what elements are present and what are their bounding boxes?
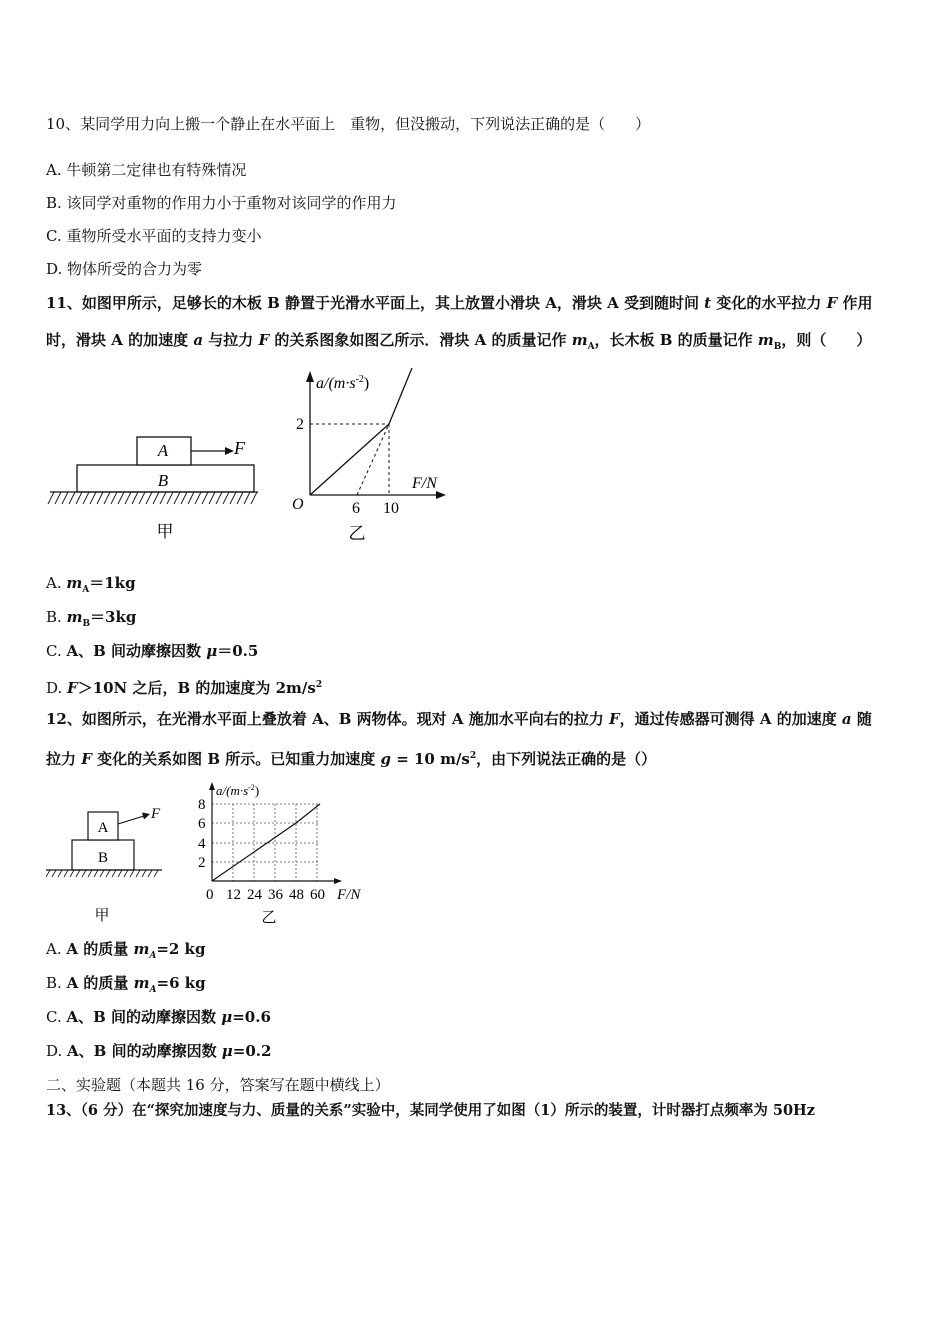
q12-y-axis-label: $a/(m\cdot s^{-2})$ <box>216 783 260 798</box>
q11-x-arrowhead <box>436 491 446 499</box>
q12-ytick-2: 2 <box>198 855 206 871</box>
q12-stem-line1: 12、如图所示，在光滑水平面上叠放着 A、B 两物体。现对 A 施加水平向右的拉力 F，通过传感器可测得 A 的加速度 a 随 <box>46 710 872 728</box>
q12-label-a: A <box>97 820 109 836</box>
q12-option-a: A. A 的质量 $m_A=2$ kg <box>46 940 206 961</box>
q12-option-c: C. A、B 间的动摩擦因数 μ=0.6 <box>46 1008 271 1026</box>
section-heading: 二、实验题（本题共 16 分，答案写在题中横线上） <box>46 1076 390 1094</box>
q11-force-arrowhead <box>225 447 234 455</box>
q10-option-c: C. 重物所受水平面的支持力变小 <box>46 227 262 245</box>
q12-xtick-36: 36 <box>268 887 283 903</box>
q12-force-arrowhead <box>142 813 150 820</box>
q11-option-c: C. A、B 间动摩擦因数 μ＝0.5 <box>46 642 259 660</box>
q12-stem-line2: 拉力 F 变化的关系如图 B 所示。已知重力加速度 g = 10 $m/s^2$，由下列说法正确的是（） <box>46 750 657 768</box>
q11-caption-left: 甲 <box>156 522 174 541</box>
q11-line-segment-2 <box>389 368 412 424</box>
q11-xtick-6: 6 <box>352 500 360 517</box>
q12-xtick-0: 0 <box>206 887 214 903</box>
q11-line-segment-1 <box>310 424 389 495</box>
q12-caption-left: 甲 <box>94 908 110 924</box>
q11-origin: O <box>292 496 304 513</box>
q12-x-arrowhead <box>334 878 342 884</box>
q12-caption-right: 乙 <box>261 910 277 926</box>
q10-option-b: B. 该同学对重物的作用力小于重物对该同学的作用力 <box>46 194 397 212</box>
q11-dashed-slope <box>357 424 389 495</box>
q11-option-d: D. F＞10N 之后，B 的加速度为 $2m/s^2$ <box>46 679 323 697</box>
q11-graph <box>292 368 446 543</box>
q11-stem-line2: 时，滑块 A 的加速度 a 与拉力 F 的关系图象如图乙所示．滑块 A 的质量记作 $m_A$，长木板 B 的质量记作 $m_B$，则（ ） <box>46 331 872 352</box>
q12-figure <box>40 776 380 928</box>
q11-caption-right: 乙 <box>348 524 366 543</box>
q12-option-d: D. A、B 间的动摩擦因数 μ=0.2 <box>46 1042 272 1060</box>
q12-force-arrow <box>118 816 144 824</box>
q12-ytick-4: 4 <box>198 836 206 852</box>
q12-data-line <box>212 804 320 881</box>
q11-label-a: A <box>157 441 169 460</box>
q12-label-force: F <box>151 806 161 822</box>
q11-xtick-10: 10 <box>383 500 399 517</box>
q11-stem-line1: 11、如图甲所示，足够长的木板 B 静置于光滑水平面上，其上放置小滑块 A，滑块 A 受到随时间 t 变化的水平拉力 F 作用 <box>46 294 873 312</box>
q12-graph <box>198 782 361 926</box>
q11-x-axis-label: F/N <box>412 475 437 492</box>
q12-ytick-8: 8 <box>198 797 206 813</box>
q11-option-b: B. $m_B=3kg$ <box>46 608 137 629</box>
q12-ytick-6: 6 <box>198 816 206 832</box>
q12-xtick-12: 12 <box>226 887 241 903</box>
q11-block-diagram <box>48 437 258 541</box>
q11-ground-hatch <box>48 492 257 504</box>
q11-ytick-2: 2 <box>296 416 304 433</box>
q12-block-diagram <box>46 806 162 924</box>
q11-option-a: A. $m_A=1kg$ <box>46 574 136 595</box>
q10-option-a: A. 牛顿第二定律也有特殊情况 <box>46 161 247 179</box>
q11-y-axis-label: $a/(m\cdot s^{-2})$ <box>316 374 370 392</box>
q11-y-arrowhead <box>306 371 314 382</box>
q12-ground-hatch <box>46 870 158 877</box>
q10-option-d: D. 物体所受的合力为零 <box>46 260 203 278</box>
q12-x-axis-label: F/N <box>337 887 361 903</box>
q12-xtick-48: 48 <box>289 887 304 903</box>
q10-stem: 10、某同学用力向上搬一个静止在水平面上 重物，但没搬动，下列说法正确的是（ ） <box>46 115 651 133</box>
q12-option-b: B. A 的质量 $m_A=6$ kg <box>46 974 206 995</box>
q11-label-b: B <box>157 471 169 490</box>
q12-label-b: B <box>97 850 109 866</box>
q13-stem: 13、（6 分）在“探究加速度与力、质量的关系”实验中，某同学使用了如图（1）所示的装置，计时器打点频率为 50Hz <box>46 1102 815 1119</box>
q12-y-arrowhead <box>209 782 215 790</box>
q11-figure <box>40 362 460 550</box>
q11-label-force: F <box>234 438 245 458</box>
q12-xtick-24: 24 <box>247 887 262 903</box>
q12-xtick-60: 60 <box>310 887 325 903</box>
